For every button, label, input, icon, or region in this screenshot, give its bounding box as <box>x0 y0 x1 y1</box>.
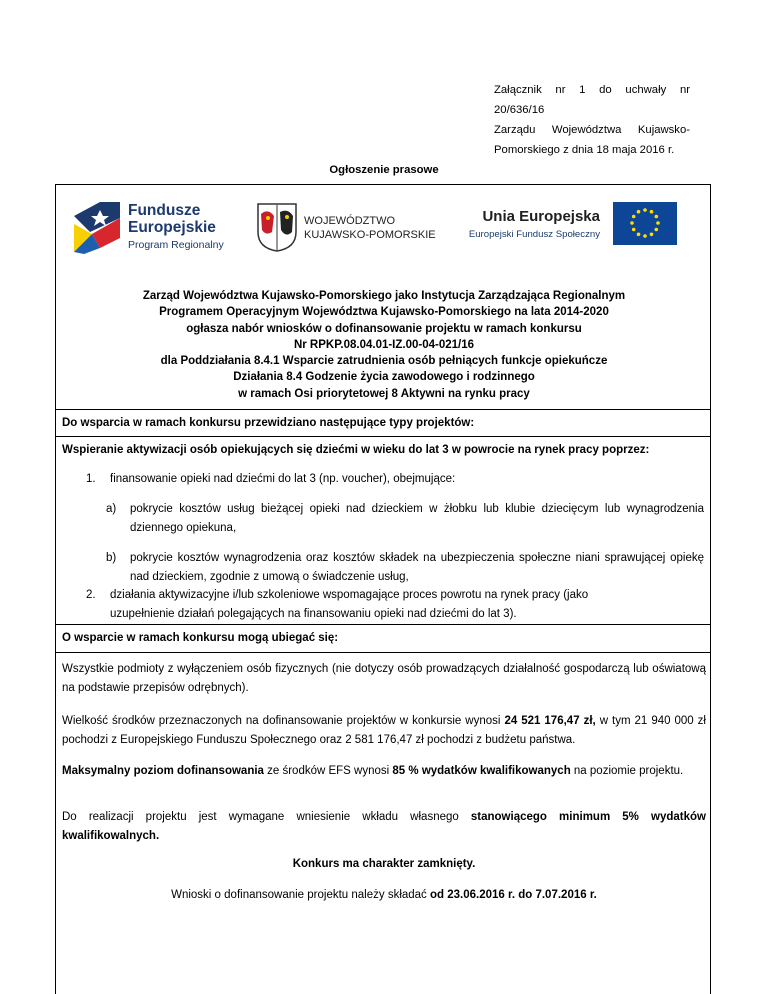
closed-competition: Konkurs ma charakter zamknięty. <box>292 858 476 870</box>
fe-line-2: Europejskie <box>128 219 216 236</box>
kp-line-1: WOJEWÓDZTWO <box>304 215 396 227</box>
own-contribution-paragraph <box>62 808 706 845</box>
list-item-text-block <box>110 586 710 623</box>
heading-line-5: dla Poddziałania 8.4.1 Wsparcie zatrudnienia osób pełniących funkcje opiekuńcze <box>160 355 608 368</box>
annex-note <box>494 80 690 160</box>
max-funding-label: Maksymalny poziom dofinansowania <box>62 765 264 777</box>
divider <box>56 436 711 437</box>
list-subitem <box>106 549 704 583</box>
funds-amount: 24 521 176,47 zł, <box>504 715 596 727</box>
list-subitem-text: pokrycie kosztów usług bieżącej opieki nad dzieckiem w żłobku lub klubie dziecięcym lub wynagrodzenia dziennego opiekuna, <box>130 503 704 534</box>
ue-line-1: Unia Europejska <box>482 208 600 225</box>
annex-line-4: Pomorskiego z dnia 18 maja 2016 r. <box>494 144 675 156</box>
list-item <box>86 470 706 489</box>
list-item <box>86 586 706 620</box>
heading-line-7: w ramach Osi priorytetowej 8 Aktywni na rynku pracy <box>238 387 530 400</box>
deadline-paragraph <box>62 886 706 905</box>
kp-line-2: KUJAWSKO-POMORSKIE <box>304 229 436 241</box>
divider <box>56 652 711 653</box>
max-funding-text-d: na poziomie projektu. <box>570 765 684 777</box>
max-funding-text-b: ze środków EFS wynosi <box>263 765 393 777</box>
list-item-number: 1. <box>86 473 96 485</box>
eu-flag-icon <box>613 202 677 245</box>
divider <box>56 624 711 625</box>
deadline-text-a: Wnioski o dofinansowanie projektu należy składać <box>171 889 430 901</box>
max-funding-paragraph <box>62 762 706 781</box>
fe-emblem-icon <box>70 198 124 256</box>
heading-line-6: Działania 8.4 Godzenie życia zawodowego i rodzinnego <box>233 371 535 384</box>
eligible-title: O wsparcie w ramach konkursu mogą ubiegać się: <box>62 632 339 644</box>
fe-line-1: Fundusze <box>128 202 201 219</box>
press-label: Ogłoszenie prasowe <box>329 164 439 176</box>
types-title: Do wsparcia w ramach konkursu przewidziano następujące typy projektów: <box>62 417 475 429</box>
list-item-text-line-1: działania aktywizacyjne i/lub szkoleniowe wspomagające proces powrotu na rynek pracy (jako <box>110 589 589 601</box>
unia-europejska-logo <box>460 202 680 254</box>
list-subitem-letter: a) <box>106 503 117 515</box>
own-contribution-min: stanowiącego minimum 5% wydatków kwalifikowalnych. <box>62 811 706 842</box>
coat-of-arms-icon <box>256 202 298 252</box>
annex-line-1: Załącznik nr 1 do uchwały nr <box>494 84 690 96</box>
list-item-number: 2. <box>86 589 96 601</box>
kujawsko-pomorskie-logo <box>256 202 446 254</box>
annex-line-3: Zarządu Województwa Kujawsko- <box>494 124 690 136</box>
support-title: Wspieranie aktywizacji osób opiekujących się dziećmi w wieku do lat 3 w powrocie na rynek pracy poprzez: <box>62 444 650 456</box>
eligible-text: Wszystkie podmioty z wyłączeniem osób fizycznych (nie dotyczy osób prowadzących działalność gospodarczą lub oświatową na podstawie przepisów odrębnych). <box>62 663 706 694</box>
heading-line-3: ogłasza nabór wniosków o dofinansowanie projektu w ramach konkursu <box>186 322 582 335</box>
funds-text-c: w tym 21 940 000 zł pochodzi z Europejskiego Funduszu Społecznego oraz 2 581 176,47 zł pochodzi z budżetu państwa. <box>62 715 706 746</box>
ue-line-2: Europejski Fundusz Społeczny <box>468 229 600 240</box>
fe-line-3: Program Regionalny <box>128 239 224 251</box>
list-item-text-line-2: uzupełnienie działań polegających na finansowaniu opieki nad dziećmi do lat 3). <box>110 607 517 620</box>
list-subitem <box>106 500 704 534</box>
list-subitem-letter: b) <box>106 552 117 564</box>
funds-paragraph <box>62 712 706 749</box>
announcement-heading <box>56 288 712 402</box>
max-funding-percent: 85 % wydatków kwalifikowanych <box>392 765 571 777</box>
own-contribution-text-a: Do realizacji projektu jest wymagane wniesienie wkładu własnego <box>62 811 471 823</box>
fundusze-europejskie-logo <box>70 198 250 256</box>
heading-line-1: Zarząd Województwa Kujawsko-Pomorskiego jako Instytucja Zarządzająca Regionalnym <box>142 290 626 302</box>
heading-line-2: Programem Operacyjnym Województwa Kujawsko-Pomorskiego na lata 2014-2020 <box>159 306 609 319</box>
logo-bar <box>60 192 710 264</box>
deadline-dates: od 23.06.2016 r. do 7.07.2016 r. <box>430 889 597 901</box>
annex-line-2: 20/636/16 <box>494 104 545 116</box>
list-subitem-text: pokrycie kosztów wynagrodzenia oraz kosztów składek na ubezpieczenia społeczne niani sprawującej opiekę nad dzieckiem, zgodnie z umową o świadczenie usług, <box>130 552 704 583</box>
divider <box>56 409 711 410</box>
heading-line-4: Nr RPKP.08.04.01-IZ.00-04-021/16 <box>293 338 475 351</box>
list-item-text: finansowanie opieki nad dziećmi do lat 3 (np. voucher), obejmujące: <box>110 473 456 485</box>
funds-text-a: Wielkość środków przeznaczonych na dofinansowanie projektów w konkursie wynosi <box>62 715 505 727</box>
